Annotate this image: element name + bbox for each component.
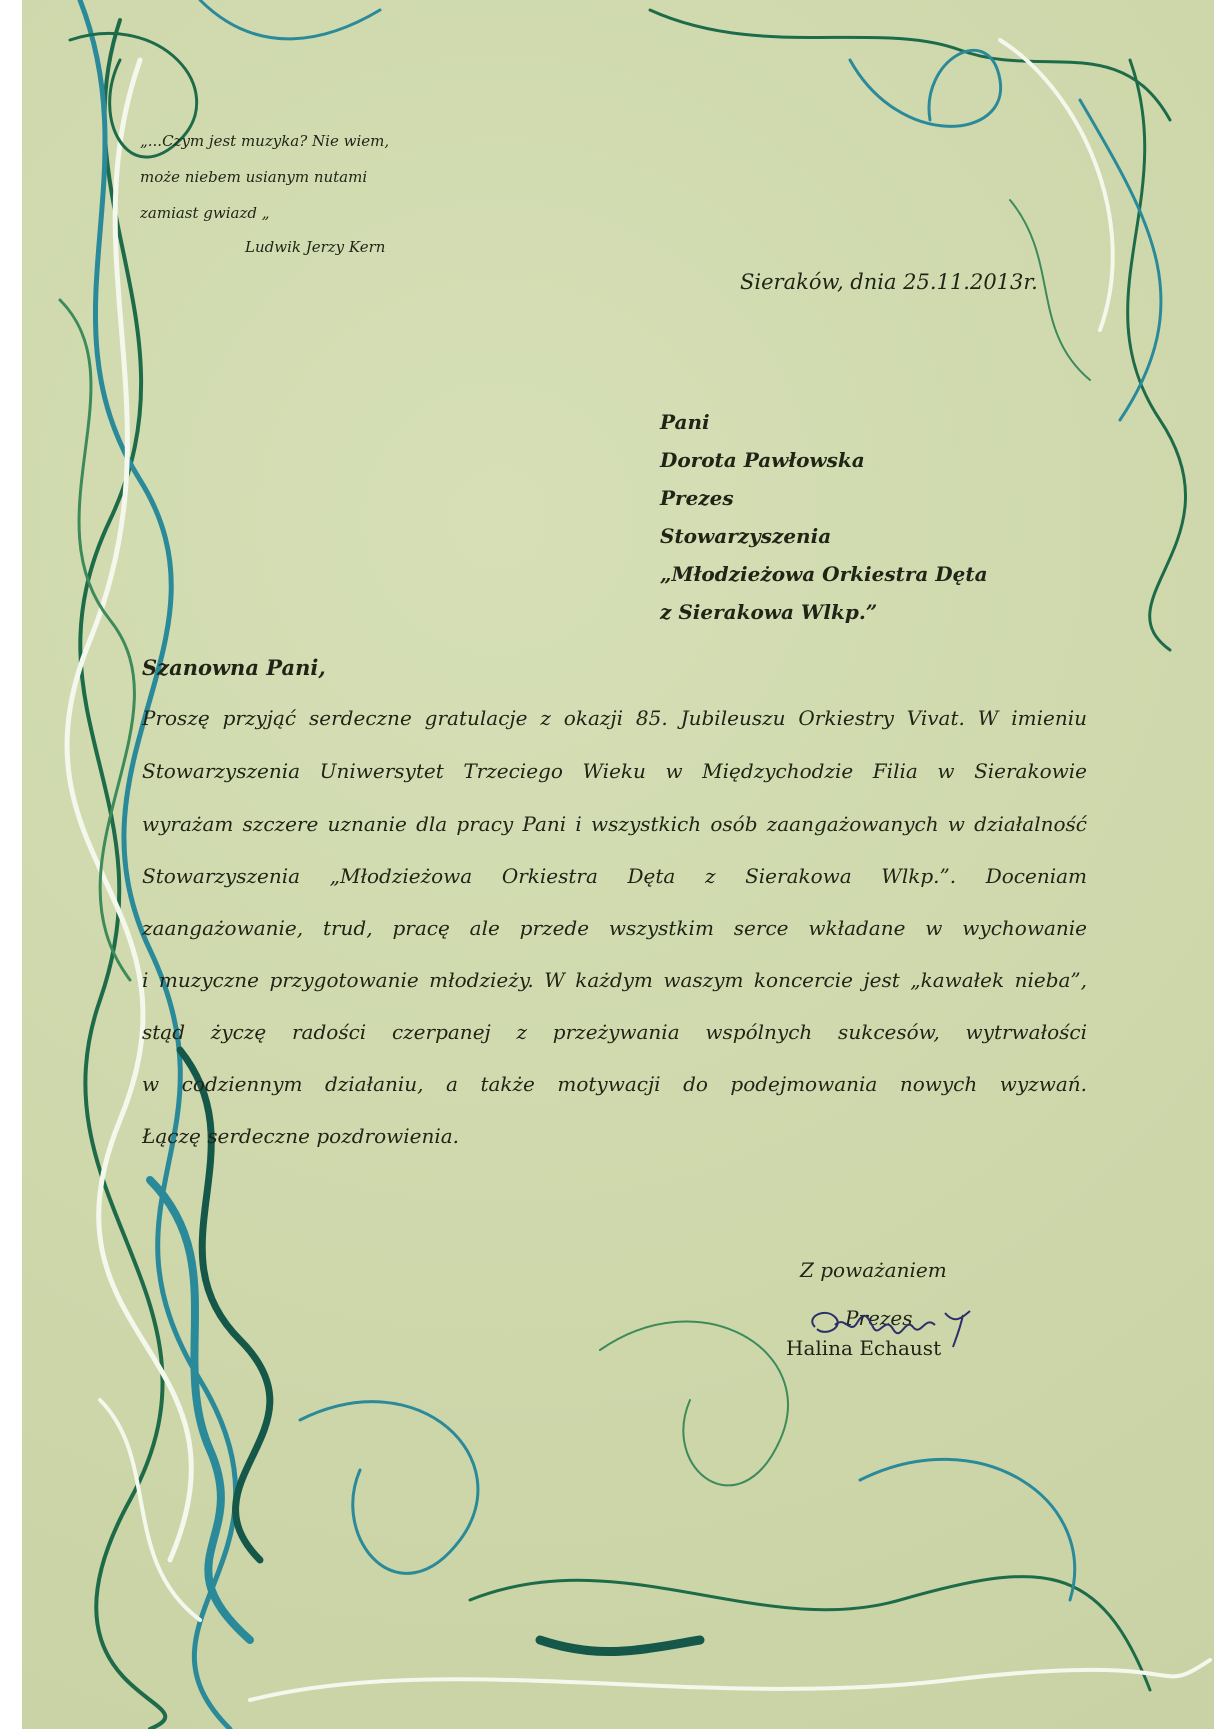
body-line: Stowarzyszenia „Młodzieżowa Orkiestra Dęta z Sierakowa Wlkp.”. Doceniam [142,864,1087,888]
recipient-line-3: Prezes [660,486,734,510]
recipient-line-2: Dorota Pawłowska [660,448,865,472]
body-closing-line: Łączę serdeczne pozdrowienia. [142,1124,460,1148]
closing-regards: Z poważaniem [800,1258,947,1282]
body-line: Stowarzyszenia Uniwersytet Trzeciego Wieku w Międzychodzie Filia w Sierakowie [142,759,1087,783]
signatory-name: Halina Echaust [786,1336,942,1360]
body-line: Proszę przyjąć serdeczne gratulacje z okazji 85. Jubileuszu Orkiestry Vivat. W imieniu [142,706,1087,730]
recipient-line-6: z Sierakowa Wlkp.” [660,600,878,624]
body-line: wyrażam szczere uznanie dla pracy Pani i wszystkich osób zaangażowanych w działalność [142,812,1087,836]
recipient-line-1: Pani [660,410,710,434]
motto-line-1: „...Czym jest muzyka? Nie wiem, [140,132,390,150]
salutation: Szanowna Pani, [142,655,326,680]
motto-line-3: zamiast gwiazd „ [140,204,270,222]
body-line: zaangażowanie, trud, pracę ale przede wszystkim serce wkładane w wychowanie [142,916,1087,940]
recipient-line-5: „Młodzieżowa Orkiestra Dęta [660,562,988,586]
motto-author: Ludwik Jerzy Kern [245,238,386,256]
dateline: Sieraków, dnia 25.11.2013r. [740,270,1038,294]
body-line: w codziennym działaniu, a także motywacji do podejmowania nowych wyzwań. [142,1072,1087,1096]
motto-line-2: może niebem usianym nutami [140,168,368,186]
recipient-line-4: Stowarzyszenia [660,524,832,548]
body-line: i muzyczne przygotowanie młodzieży. W każdym waszym koncercie jest „kawałek nieba”, [142,968,1087,992]
closing-title: Prezes [845,1306,913,1330]
body-line: stąd życzę radości czerpanej z przeżywania wspólnych sukcesów, wytrwałości [142,1020,1087,1044]
